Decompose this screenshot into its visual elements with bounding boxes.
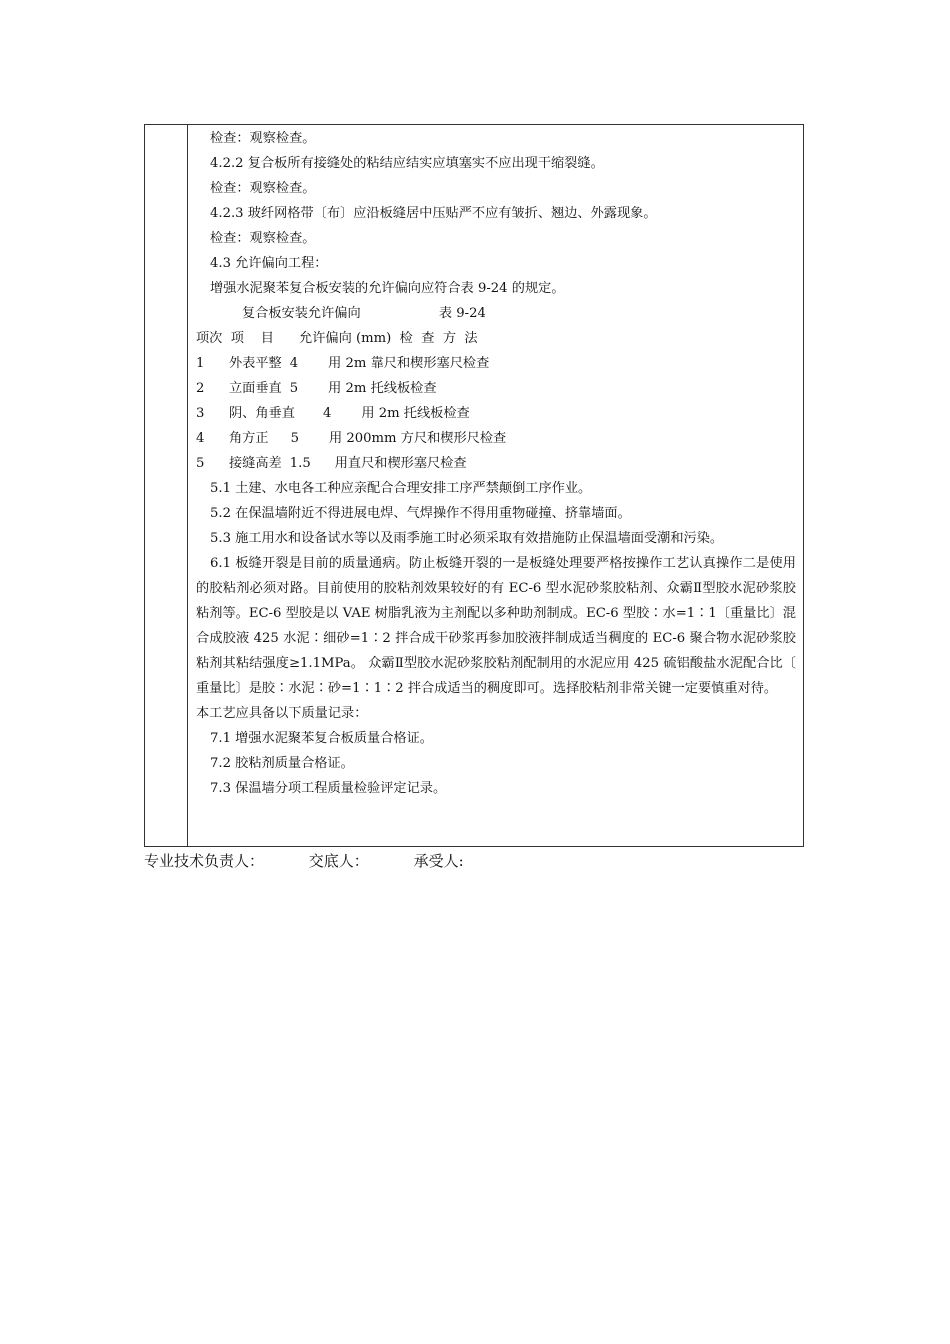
row-tolerance: 4 [289, 356, 299, 371]
note-line: 5.2 在保温墙附近不得进展电焊、气焊操作不得用重物碰撞、挤靠墙面。 [210, 506, 631, 521]
record-item: 7.3 保温墙分项工程质量检验评定记录。 [210, 781, 447, 796]
signature-footer [144, 850, 464, 872]
table-caption-number: 表 9-24 [438, 306, 486, 321]
note-line: 5.1 土建、水电各工种应亲配合合理安排工序严禁颠倒工序作业。 [210, 481, 592, 496]
table-caption-title: 复合板安装允许偏向 [242, 306, 361, 321]
row-item: 阴、角垂直 [229, 406, 295, 421]
text-line: 检查：观察检查。 [210, 181, 316, 196]
text-line: 检查：观察检查。 [210, 231, 316, 246]
table-row [196, 451, 796, 476]
table-row [196, 351, 796, 376]
row-tolerance: 4 [322, 406, 332, 421]
handover-label: 交底人： [308, 852, 369, 870]
text-line: 4.3 允许偏向工程： [210, 256, 328, 271]
text-line: 4.2.3 玻纤网格带〔布〕应沿板缝居中压贴严不应有皱折、翘边、外露现象。 [210, 206, 657, 221]
row-tolerance: 1.5 [289, 456, 311, 471]
row-method: 用 200mm 方尺和楔形尺检查 [328, 431, 507, 446]
row-method: 用直尺和楔形塞尺检查 [334, 456, 467, 471]
text-line: 4.2.2 复合板所有接缝处的粘结应结实应填塞实不应出现干缩裂缝。 [210, 156, 604, 171]
row-number: 3 [196, 406, 205, 421]
row-number: 5 [196, 456, 205, 471]
text-line: 增强水泥聚苯复合板安装的允许偏向应符合表 9-24 的规定。 [210, 281, 565, 296]
record-item: 7.1 增强水泥聚苯复合板质量合格证。 [210, 731, 433, 746]
text-line: 检查：观察检查。 [210, 131, 316, 146]
records-intro: 本工艺应具备以下质量记录： [196, 706, 368, 721]
paragraph-6-1: 6.1 板缝开裂是目前的质量通病。防止板缝开裂的一是板缝处理要严格按操作工艺认真操作二是使用的胶粘剂必须对路。目前使用的胶粘剂效果较好的有 EC-6 型水泥砂浆胶粘剂、众霸Ⅱ型胶水泥砂浆胶粘剂等。EC-6 型胶是以 VAE 树脂乳液为主剂配以多种助剂制成。EC-6 型胶∶水=1∶1〔重量比〕混合成胶液 425 水泥∶细砂=1∶2 拌合成干砂浆再参加胶液拌制成适当稠度的 EC-6 聚合物水泥砂浆胶粘剂其粘结强度≥1.1MPa。 众霸Ⅱ型胶水泥砂浆胶粘剂配制用的水泥应用 425 硫铝酸盐水泥配合比〔重量比〕是胶∶水泥∶砂=1∶1∶2 拌合成适当的稠度即可。选择胶粘剂非常关键一定要慎重对待。 [196, 556, 796, 696]
table-caption [196, 301, 796, 326]
row-number: 1 [196, 356, 205, 371]
table-row [196, 401, 796, 426]
row-tolerance: 5 [289, 381, 299, 396]
row-method: 用 2m 靠尺和楔形塞尺检查 [328, 356, 490, 371]
row-item: 外表平整 [229, 356, 282, 371]
row-number: 2 [196, 381, 205, 396]
row-item: 角方正 [229, 431, 269, 446]
table-row [196, 376, 796, 401]
column-divider [187, 125, 188, 846]
receiver-label: 承受人: [413, 852, 464, 870]
row-tolerance: 5 [290, 431, 299, 446]
record-item: 7.2 胶粘剂质量合格证。 [210, 756, 354, 771]
note-line: 5.3 施工用水和设备试水等以及雨季施工时必须采取有效措施防止保温墙面受潮和污染。 [210, 531, 724, 546]
row-item: 立面垂直 [229, 381, 282, 396]
row-number: 4 [196, 431, 205, 446]
row-method: 用 2m 托线板检查 [328, 381, 437, 396]
table-header: 项次 项 目 允许偏向 (mm) 检 查 方 法 [196, 331, 478, 346]
tech-lead-label: 专业技术负责人： [144, 852, 265, 870]
document-content [196, 126, 796, 801]
row-method: 用 2m 托线板检查 [361, 406, 470, 421]
row-item: 接缝高差 [229, 456, 282, 471]
table-row [196, 426, 796, 451]
